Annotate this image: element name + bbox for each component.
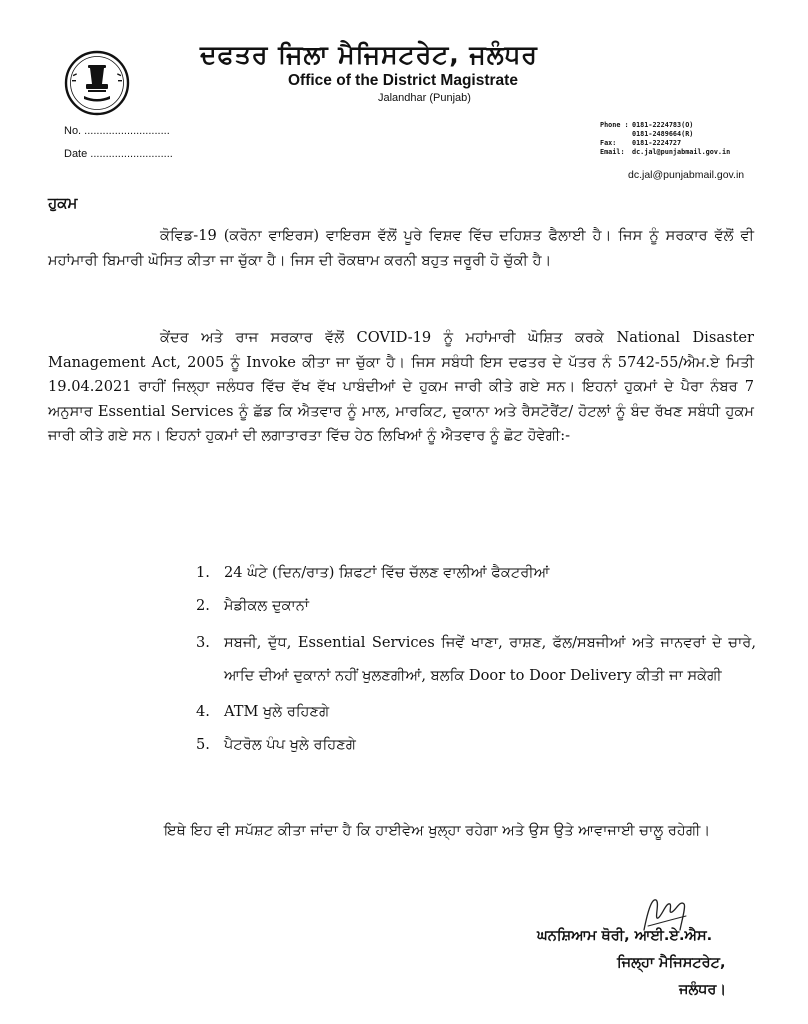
order-paragraph-2: ਕੇਂਦਰ ਅਤੇ ਰਾਜ ਸਰਕਾਰ ਵੱਲੋਂ COVID-19 ਨੂੰ ਮਹਾਂਮਾਰੀ ਘੋਸ਼ਿਤ ਕਰਕੇ National Disaster Management Act, 2005 ਨੂੰ Invoke ਕੀਤਾ ਜਾ ਚੁੱਕਾ ਹੈ। ਜਿਸ ਸਬੰਧੀ ਇਸ ਦਫਤਰ ਦੇ ਪੱਤਰ ਨੰ 5742-55/ਐਮ.ਏ ਮਿਤੀ 19.04.2021 ਰਾਹੀਂ ਜਿਲ੍ਹਾ ਜਲੰਧਰ ਵਿੱਚ ਵੱਖ ਵੱਖ ਪਾਬੰਦੀਆਂ ਦੇ ਹੁਕਮ ਜਾਰੀ ਕੀਤੇ ਗਏ ਸਨ। ਇਹਨਾਂ ਹੁਕਮਾਂ ਦੇ ਪੈਰਾ ਨੰਬਰ 7 ਅਨੁਸਾਰ Essential Services ਨੂੰ ਛੱਡ ਕਿ ਐਤਵਾਰ ਨੂੰ ਮਾਲ, ਮਾਰਕਿਟ, ਦੁਕਾਨਾ ਅਤੇ ਰੈਸਟੋਰੈਂਟ/ ਹੋਟਲਾਂ ਨੂੰ ਬੰਦ ਰੱਖਣ ਸਬੰਧੀ ਹੁਕਮ ਜਾਰੀ ਕੀਤੇ ਗਏ ਸਨ। ਇਹਨਾਂ ਹੁਕਮਾਂ ਦੀ ਲਗਾਤਾਰਤਾ ਵਿੱਚ ਹੇਠ ਲਿਖਿਆਂ ਨੂੰ ਐਤਵਾਰ ਨੂੰ ਛੋਟ ਹੋਵੇਗੀ:- — [48, 329, 754, 444]
list-item — [196, 626, 756, 692]
list-item — [196, 733, 756, 758]
list-item — [196, 700, 756, 725]
office-title-english: Office of the District Magistrate — [288, 72, 518, 89]
phone-row-residence — [600, 130, 730, 139]
order-paragraph-3: ਇਥੇ ਇਹ ਵੀ ਸਪੱਸ਼ਟ ਕੀਤਾ ਜਾਂਦਾ ਹੈ ਕਿ ਹਾਈਵੇਅ ਖੁਲ੍ਹਾ ਰਹੇਗਾ ਅਤੇ ਉਸ ਉਤੇ ਆਵਾਜਾਈ ਚਾਲੂ ਰਹੇਗੀ। — [164, 822, 711, 839]
phone-office: 0181-2224783(O) — [632, 121, 694, 129]
email-address: dc.jal@punjabmail.gov.in — [632, 148, 731, 156]
list-item — [196, 561, 756, 586]
fax-number: 0181-2224727 — [632, 139, 682, 147]
signatory-title: ਜਿਲ੍ਹਾ ਮੈਜਿਸਟਰੇਟ, — [617, 955, 726, 971]
list-item-number: 4. — [196, 703, 210, 720]
fax-row — [600, 139, 730, 148]
list-item-number: 1. — [196, 564, 210, 581]
list-item-number: 2. — [196, 596, 210, 614]
list-item-text: 24 ਘੰਟੇ (ਦਿਨ/ਰਾਤ) ਸ਼ਿਫਟਾਂ ਵਿੱਚ ਚੱਲਣ ਵਾਲੀਆਂ ਫੈਕਟਰੀਆਂ — [224, 564, 550, 581]
fax-label: Fax: — [600, 139, 617, 147]
list-item-text: ਪੈਟਰੋਲ ਪੰਪ ਖੁਲੇ ਰਹਿਣਗੇ — [224, 735, 356, 753]
exemption-list — [196, 561, 756, 765]
phone-row — [600, 121, 730, 130]
signatory-place: ਜਲੰਧਰ। — [679, 982, 727, 998]
order-heading: ਹੁਕਮ — [48, 194, 78, 212]
office-city: Jalandhar (Punjab) — [378, 92, 471, 104]
office-title-punjabi: ਦਫਤਰ ਜਿਲਾ ਮੈਜਿਸਟਰੇਟ, ਜਲੰਧਰ — [200, 40, 538, 69]
order-paragraph-1: ਕੋਵਿਡ-19 (ਕਰੋਨਾ ਵਾਇਰਸ) ਵਾਇਰਸ ਵੱਲੋਂ ਪੂਰੇ ਵਿਸ਼ਵ ਵਿੱਚ ਦਹਿਸ਼ਤ ਫੈਲਾਈ ਹੈ। ਜਿਸ ਨੂੰ ਸਰਕਾਰ ਵੱਲੋਂ ਵੀ ਮਹਾਂਮਾਰੀ ਬਿਮਾਰੀ ਘੋਸਿਤ ਕੀਤਾ ਜਾ ਚੁੱਕਾ ਹੈ। ਜਿਸ ਦੀ ਰੋਕਥਾਮ ਕਰਨੀ ਬਹੁਤ ਜਰੂਰੀ ਹੋ ਚੁੱਕੀ ਹੈ। — [48, 227, 754, 269]
reference-date: Date ........................... — [64, 148, 173, 160]
state-emblem-icon — [64, 50, 130, 116]
list-item-text: ATM ਖੁਲੇ ਰਹਿਣਗੇ — [224, 703, 330, 720]
list-item — [196, 594, 756, 619]
list-item-number: 5. — [196, 735, 210, 753]
list-item-number: 3. — [196, 634, 210, 651]
reference-number: No. ............................ — [64, 125, 170, 137]
list-item-text: ਮੈਡੀਕਲ ਦੁਕਾਨਾਂ — [224, 596, 309, 614]
signatory-name: ਘਨਸ਼ਿਆਮ ਥੋਰੀ, ਆਈ.ਏ.ਐਸ. — [537, 928, 713, 944]
phone-residence: 0181-2489664(R) — [632, 130, 694, 138]
phone-label: Phone : — [600, 121, 629, 129]
email-line: dc.jal@punjabmail.gov.in — [628, 169, 745, 181]
email-row — [600, 148, 730, 157]
email-label: Email: — [600, 148, 625, 156]
list-item-text: ਸਬਜੀ, ਦੁੱਧ, Essential Services ਜਿਵੇਂ ਖਾਣਾ, ਰਾਸ਼ਣ, ਫੱਲ/ਸਬਜੀਆਂ ਅਤੇ ਜਾਨਵਰਾਂ ਦੇ ਚਾਰੇ, ਆਦਿ ਦੀਆਂ ਦੁਕਾਨਾਂ ਨਹੀਂ ਖੁਲਣਗੀਆਂ, ਬਲਕਿ Door to Door Delivery ਕੀਤੀ ਜਾ ਸਕੇਗੀ — [224, 634, 756, 684]
contact-block — [600, 121, 730, 157]
